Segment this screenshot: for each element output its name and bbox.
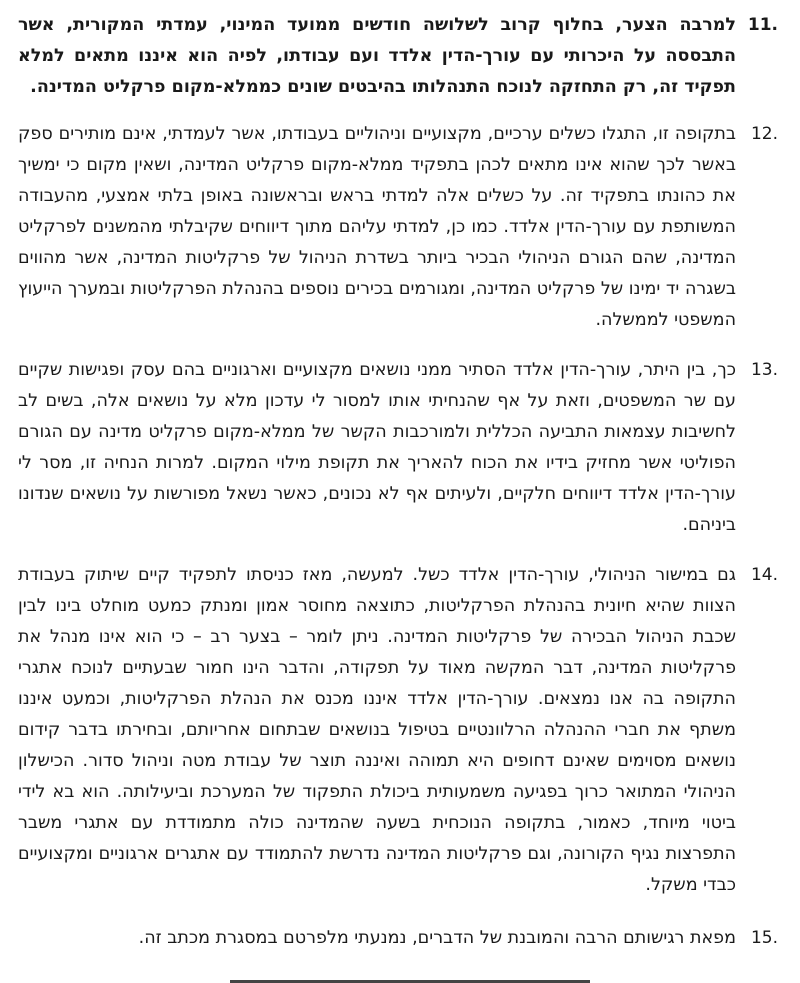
paragraph-number: 12. xyxy=(750,124,778,144)
paragraph-14 xyxy=(18,560,778,901)
paragraph-text: כך, בין היתר, עורך-הדין אלדד הסתיר ממני נושאים מקצועיים וארגוניים בהם עסק ופגישות שקיים עם שר המשפטים, וזאת על אף שהנחיתי אותו למסור לי עדכון מלא על נושאים אלה, בשים לב לחשיבות עצמאות התביעה הכללית ולמורכבות הקשר של ממלא-מקום פרקליט מדינה עם הגורם הפוליטי אשר מחזיק בידיו את הכוח להאריך את תקופת מילוי המקום. למרות הנחיה זו, מסר לי עורך-הדין אלדד דיווחים חלקיים, ולעיתים אף לא נכונים, כאשר נשאל מפורשות על נושאים שנדונו ביניהם. xyxy=(18,360,736,535)
paragraph-text: למרבה הצער, בחלוף קרוב לשלושה חודשים ממועד המינוי, עמדתי המקורית, אשר התבססה על היכרותי עם עורך-הדין אלדד ועם עבודתו, לפיה הוא איננו מתאים למלא תפקיד זה, רק התחזקה לנוכח התנהלותו בהיבטים שונים כממלא-מקום פרקליט המדינה. xyxy=(18,15,736,97)
paragraph-number: 14. xyxy=(750,565,778,585)
paragraph-text: בתקופה זו, התגלו כשלים ערכיים, מקצועיים וניהוליים בעבודתו, אשר לעמדתי, אינם מותירים ספק באשר לכך שהוא אינו מתאים לכהן בתפקיד ממלא-מקום פרקליט המדינה, ושאין מקום כי ימשיך את כהונתו בתפקיד זה. על כשלים אלה למדתי בראש ובראשונה באופן בלתי אמצעי, מהעבודה המשותפת עם עורך-הדין אלדד. כמו כן, למדתי עליהם מתוך דיווחים שקיבלתי מהמשנים לפרקליט המדינה, שהם הגורם הניהולי הבכיר ביותר בשדרת הניהול של פרקליטות המדינה, אשר מהווים בשגרה יד ימינו של פרקליט המדינה, ומגורמים בכירים נוספים בהנהלת הפרקליטות ובמערך הייעוץ המשפטי לממשלה. xyxy=(18,124,736,330)
paragraph-12 xyxy=(18,119,778,336)
paragraph-13 xyxy=(18,355,778,541)
paragraph-text: גם במישור הניהולי, עורך-הדין אלדד כשל. למעשה, מאז כניסתו לתפקיד קיים שיתוק בעבודת הצוות שהיא חיונית בהנהלת הפרקליטות, כתוצאה מחוסר אמון ומנתק כמעט מוחלט בינו לבין שכבת הניהול הבכירה של פרקליטות המדינה. ניתן לומר – בצער רב – כי הוא אינו מנהל את פרקליטות המדינה, דבר המקשה מאוד על תפקודה, והדבר הינו חמור שבעתיים לנוכח אתגרי התקופה בה אנו נמצאים. עורך-הדין אלדד איננו מכנס את הנהלת הפרקליטות, וכמעט איננו משתף את חברי ההנהלה הרלוונטיים בטיפול בנושאים שבתחום אחריותם, ובחירתו בדבר קידום נושאים מסוימים שאינם דחופים היא תמוהה ואיננה תוצר של עבודת מטה וניהול סדור. הכישלון הניהולי המתואר כרוך בפגיעה משמעותית ביכולת התפקוד של המערכת וביעילותה. הוא בא לידי ביטוי מיוחד, כאמור, בתקופה הנוכחית בשעה שהמדינה כולה מתמודדת עם אתגרי משבר התפרצות נגיף הקורונה, וגם פרקליטות המדינה נדרשת להתמודד עם אתגרים ארגוניים ומקצועיים כבדי משקל. xyxy=(18,565,736,895)
paragraph-number: 15. xyxy=(750,928,778,948)
document-page xyxy=(18,6,778,954)
paragraph-number: 11. xyxy=(747,15,778,35)
paragraph-text: מפאת רגישותם הרבה והמובנת של הדברים, נמנעתי מלפרטם במסגרת מכתב זה. xyxy=(138,928,736,948)
paragraph-number: 13. xyxy=(750,360,778,380)
paragraph-15 xyxy=(18,923,778,954)
paragraph-11 xyxy=(18,10,778,103)
